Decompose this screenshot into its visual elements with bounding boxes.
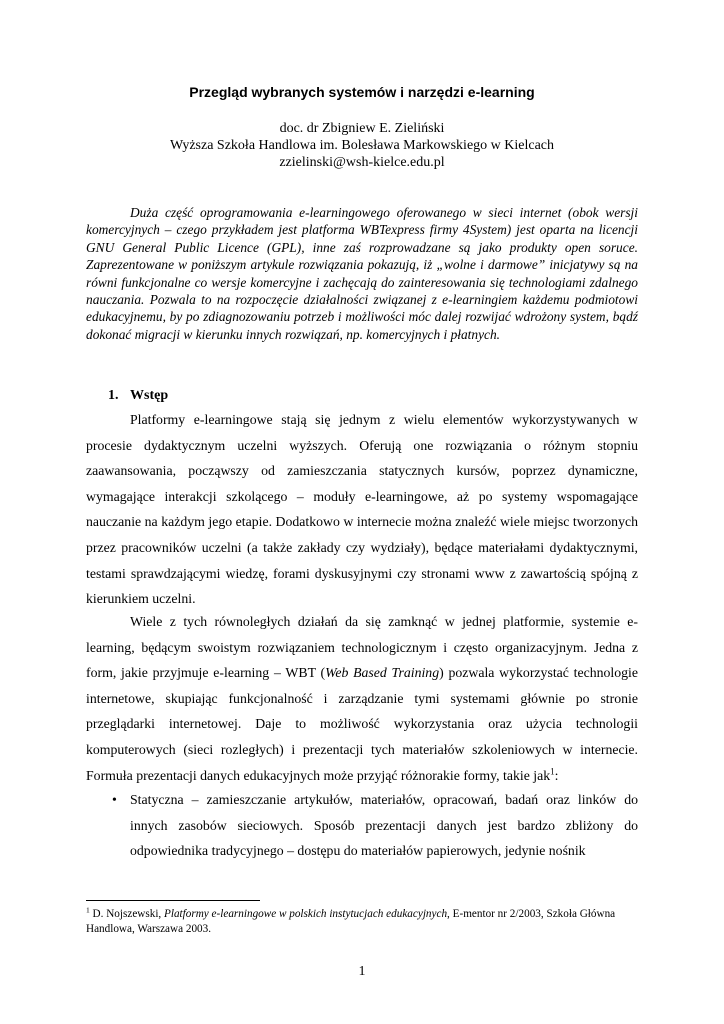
body-paragraph-1: Platformy e-learningowe stają się jednym z wielu elementów wykorzystywanych w procesie dydaktycznym uczelni wyższych. Oferują one rozwiązania o różnym stopniu zaawansowania, począwszy od zamieszczania statycznych kursów, poprzez dynamiczne, wymagające interakcji szkolącego – moduły e-learningowe, aż po systemy wspomagające nauczanie na każdym jego etapie. Dodatkowo w internecie można znaleźć wiele miejsc tworzonych przez pracowników uczelni (a także zakłady czy wydziały), będące materiałami dydaktycznymi, testami sprawdzającymi wiedzę, forami dyskusyjnymi czy stronami www z zawartością spójną z kierunkiem uczelni. (86, 412, 638, 607)
page-number: 1 (358, 964, 366, 979)
footnote (86, 907, 638, 936)
list-item (86, 787, 638, 864)
footnote-italic-title: Platformy e-learningowe w polskich instytucjach edukacyjnych (164, 908, 448, 920)
bullet-list (86, 787, 638, 864)
abstract: Duża część oprogramowania e-learningowego oferowanego w sieci internet (obok wersji komercyjnych – czego przykładem jest platforma WBTexpress firmy 4System) jest oparta na licencji GNU General Public Licence (GPL), inne zaś rozprowadzane są jako produkty open soruce. Zaprezentowane w poniższym artykule rozwiązania pokazują, iż „wolne i darmowe” inicjatywy są na równi funkcjonalne co wersje komercyjne i zachęcają do zainteresowania się technologiami zdalnego nauczania. Pozwala to na rozpoczęcie działalności związanej z e-learningiem każdemu podmiotowi edukacyjnemu, by po zdiagnozowaniu potrzeb i możliwości móc dalej rozwijać wdrożony system, bądź dokonać migracji w kierunku innych rozwiązań, np. komercyjnych i płatnych. (86, 205, 638, 342)
footnote-divider (86, 900, 260, 901)
section-heading (108, 388, 168, 404)
footnote-text-end: , E-mentor nr 2/2003, Szkoła Główna Handlowa, Warszawa 2003. (86, 908, 616, 935)
author-name: doc. dr Zbigniew E. Zieliński (279, 121, 445, 136)
section-title: Wstęp (130, 388, 169, 403)
bullet-icon: • (112, 792, 117, 807)
section-number: 1. (108, 388, 119, 403)
paragraph-2-text-start: Wiele z tych równoległych działań da się zamknąć w jednej platformie, systemie e-learning, będącym swoistym rozwiązaniem technologicznym i często organizacyjnym. Jedna z form, jakie przyjmuje e-learning – WBT ( (86, 614, 638, 681)
bullet-text: Statyczna – zamieszczanie artykułów, materiałów, opracowań, badań oraz linków do innych zasobów sieciowych. Sposób prezentacji danych jest bardzo zbliżony do odpowiednika tradycyjnego – dostępu do materiałów papierowych, jedynie nośnik (130, 792, 638, 859)
paragraph-2-text-middle: ) pozwala wykorzystać technologie internetowe, skupiając funkcjonalność i zarządzanie tymi systemami głównie po stronie przeglądarki internetowej. Daje to możliwość wykorzystania oraz użycia technologii komputerowych (sieci rozległych) i prezentacji tych materiałów szkoleniowych w internecie. Formuła prezentacji danych edukacyjnych może przyjąć różnorakie formy, takie jak (86, 665, 639, 783)
paragraph-2-text-end: : (554, 767, 559, 783)
footnote-reference: 1 (550, 765, 555, 776)
body-paragraph-2 (86, 609, 638, 788)
paragraph-2-italic-term: Web Based Training (325, 665, 440, 681)
author-email: zzielinski@wsh-kielce.edu.pl (279, 155, 445, 170)
footnote-marker: 1 (86, 905, 90, 915)
footnote-text-start: D. Nojszewski, (89, 908, 165, 920)
author-affiliation: Wyższa Szkoła Handlowa im. Bolesława Markowskiego w Kielcach (169, 138, 555, 153)
author-block (86, 120, 638, 171)
paper-title: Przegląd wybranych systemów i narzędzi e-learning (189, 84, 535, 100)
